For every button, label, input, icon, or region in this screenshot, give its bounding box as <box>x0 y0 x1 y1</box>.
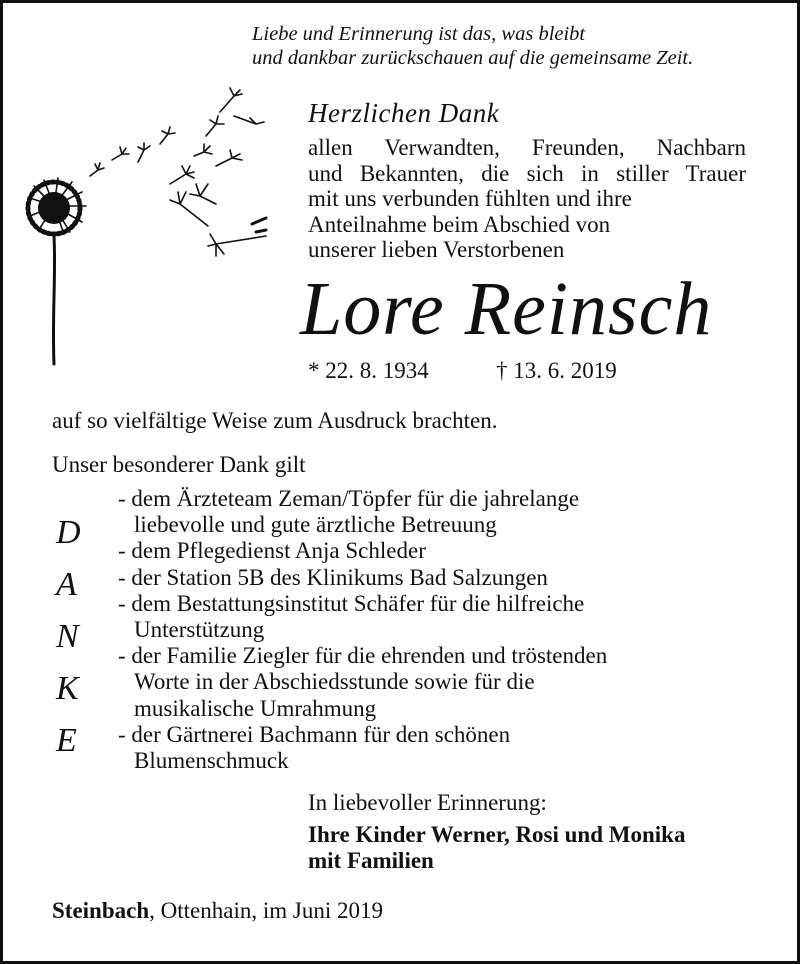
danke-letter: N <box>56 618 79 655</box>
motto-line-1: Liebe und Erinnerung ist das, was bleibt <box>252 23 586 45</box>
thanks-line: und Bekannten, die sich in stiller Trauer <box>308 160 746 186</box>
signature-line-1: Ihre Kinder Werner, Rosi und Monika <box>308 822 686 847</box>
danke-letter: D <box>56 514 81 551</box>
list-item-continuation: Blumenschmuck <box>134 748 289 774</box>
list-item: - der Station 5B des Klinikums Bad Salzungen <box>118 564 548 590</box>
list-item: - der Familie Ziegler für die ehrenden und tröstenden <box>118 643 608 669</box>
heading-herzlichen-dank: Herzlichen Dank <box>308 98 500 128</box>
list-item-continuation: Worte in der Abschiedsstunde sowie für die <box>134 669 535 695</box>
thanks-line: mit uns verbunden fühlten und ihre <box>308 186 632 211</box>
thanks-text <box>308 135 746 263</box>
list-item: - dem Ärzteteam Zeman/Töpfer für die jahrelange <box>118 486 580 511</box>
thanks-line: Anteilnahme beim Abschied von <box>308 211 611 237</box>
death-date: † 13. 6. 2019 <box>496 358 617 383</box>
danke-letter: E <box>56 722 77 759</box>
thanks-list <box>118 486 718 774</box>
place-town: Steinbach <box>52 898 150 923</box>
list-item-continuation: Unterstützung <box>134 617 265 643</box>
deceased-name: Lore Reinsch <box>300 267 713 351</box>
thanks-line: allen Verwandten, Freunden, Nachbarn <box>308 135 746 160</box>
expression-line: auf so vielfältige Weise zum Ausdruck brachten. <box>52 408 498 433</box>
list-item: - der Gärtnerei Bachmann für den schönen <box>118 721 511 747</box>
motto <box>252 22 772 70</box>
dandelion-illustration <box>20 76 280 376</box>
motto-line-2: und dankbar zurückschauen auf die gemeinsame Zeit. <box>252 47 694 69</box>
birth-date: * 22. 8. 1934 <box>308 358 429 383</box>
special-thanks-intro: Unser besonderer Dank gilt <box>52 452 306 477</box>
danke-letter: K <box>56 670 79 707</box>
list-item-continuation: liebevolle und gute ärztliche Betreuung <box>134 512 497 538</box>
place-date <box>52 898 383 924</box>
signature <box>308 822 685 874</box>
closing-text: In liebevoller Erinnerung: <box>308 790 547 815</box>
signature-line-2: mit Familien <box>308 848 434 873</box>
place-rest: , Ottenhain, im Juni 2019 <box>149 898 383 923</box>
thanks-line: unserer lieben Verstorbenen <box>308 237 565 262</box>
list-item-continuation: musikalische Umrahmung <box>134 695 377 721</box>
list-item: - dem Bestattungsinstitut Schäfer für die hilfreiche <box>118 590 585 616</box>
danke-letter: A <box>56 566 77 603</box>
list-item: - dem Pflegedienst Anja Schleder <box>118 538 426 564</box>
